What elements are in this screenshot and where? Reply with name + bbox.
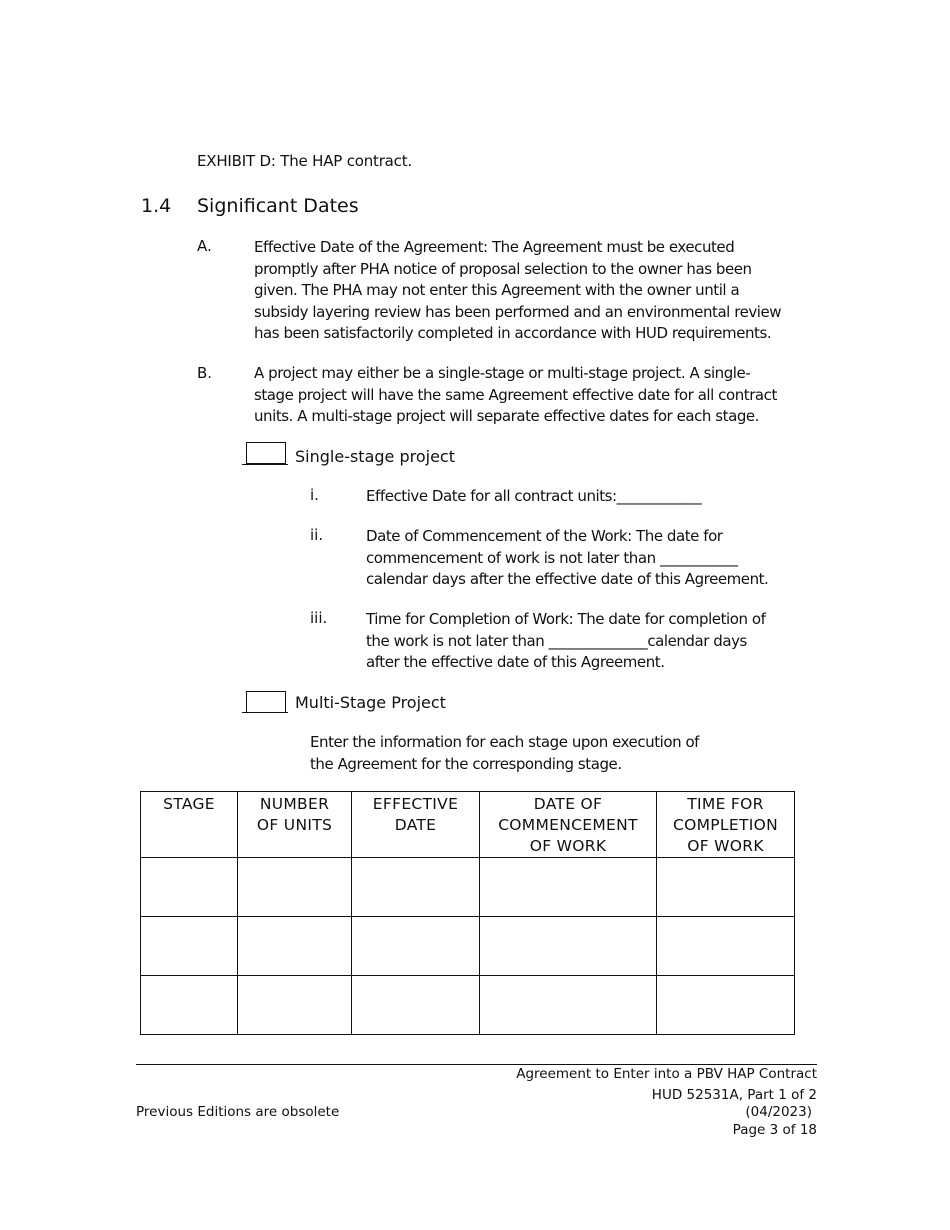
item-i-line: Effective Date for all contract units:____________ bbox=[366, 487, 702, 505]
stage-cell[interactable] bbox=[141, 976, 238, 1035]
item-ii-line: calendar days after the effective date of this Agreement. bbox=[366, 570, 769, 588]
instruction-line: the Agreement for the corresponding stage. bbox=[310, 754, 622, 773]
units-cell[interactable] bbox=[238, 917, 352, 976]
paragraph-a-line: promptly after PHA notice of proposal selection to the owner has been bbox=[254, 259, 752, 278]
header-stage: STAGE bbox=[141, 792, 238, 858]
footer-form-date: (04/2023) bbox=[745, 1104, 812, 1120]
item-ii-line: Date of Commencement of the Work: The date for bbox=[366, 527, 723, 545]
commencement-cell[interactable] bbox=[480, 917, 657, 976]
paragraph-b bbox=[254, 363, 777, 428]
section-title: Significant Dates bbox=[197, 195, 359, 217]
completion-cell[interactable] bbox=[657, 917, 795, 976]
completion-cell[interactable] bbox=[657, 976, 795, 1035]
item-iii-text bbox=[366, 609, 765, 674]
item-i-text bbox=[366, 486, 701, 508]
completion-cell[interactable] bbox=[657, 858, 795, 917]
single-stage-checkbox[interactable] bbox=[246, 442, 286, 464]
effective-date-cell[interactable] bbox=[352, 858, 480, 917]
paragraph-a-line: has been satisfactorily completed in accordance with HUD requirements. bbox=[254, 324, 772, 342]
instruction-line: Enter the information for each stage upon execution of bbox=[310, 733, 699, 751]
footer-divider bbox=[136, 1064, 817, 1065]
footer-title: Agreement to Enter into a PBV HAP Contract bbox=[516, 1066, 817, 1082]
footer-form-number: HUD 52531A, Part 1 of 2 bbox=[651, 1087, 817, 1103]
item-iii-line: Time for Completion of Work: The date for completion of bbox=[366, 610, 766, 628]
stage-cell[interactable] bbox=[141, 917, 238, 976]
item-ii-text bbox=[366, 526, 768, 591]
commencement-cell[interactable] bbox=[480, 976, 657, 1035]
paragraph-a-line: given. The PHA may not enter this Agreement with the owner until a bbox=[254, 281, 740, 299]
paragraph-b-line: A project may either be a single-stage or multi-stage project. A single- bbox=[254, 364, 751, 382]
commencement-cell[interactable] bbox=[480, 858, 657, 917]
paragraph-a-letter: A. bbox=[197, 237, 212, 255]
section-number: 1.4 bbox=[141, 195, 172, 217]
effective-date-cell[interactable] bbox=[352, 976, 480, 1035]
footer-page-number: Page 3 of 18 bbox=[732, 1122, 817, 1138]
multi-stage-instruction bbox=[310, 732, 699, 775]
paragraph-a-line: subsidy layering review has been performed and an environmental review bbox=[254, 302, 782, 321]
units-cell[interactable] bbox=[238, 858, 352, 917]
paragraph-b-letter: B. bbox=[197, 364, 213, 382]
footer-previous-editions: Previous Editions are obsolete bbox=[136, 1104, 340, 1120]
header-effective-date: EFFECTIVE DATE bbox=[352, 792, 480, 858]
header-date-of-commencement: DATE OF COMMENCEMENT OF WORK bbox=[480, 792, 657, 858]
item-i-numeral: i. bbox=[310, 486, 319, 504]
table-row bbox=[141, 976, 795, 1035]
single-stage-underline bbox=[242, 464, 288, 465]
multi-stage-label: Multi-Stage Project bbox=[295, 693, 446, 712]
item-ii-numeral: ii. bbox=[310, 526, 324, 544]
header-number-of-units: NUMBER OF UNITS bbox=[238, 792, 352, 858]
stage-table bbox=[140, 791, 795, 1035]
paragraph-a bbox=[254, 237, 781, 345]
item-iii-line: after the effective date of this Agreement. bbox=[366, 653, 665, 671]
paragraph-b-line: units. A multi-stage project will separate effective dates for each stage. bbox=[254, 407, 759, 425]
stage-cell[interactable] bbox=[141, 858, 238, 917]
header-time-for-completion: TIME FOR COMPLETION OF WORK bbox=[657, 792, 795, 858]
exhibit-d-line: EXHIBIT D: The HAP contract. bbox=[197, 152, 412, 170]
table-row bbox=[141, 858, 795, 917]
item-ii-line: commencement of work is not later than ___________ bbox=[366, 548, 738, 567]
units-cell[interactable] bbox=[238, 976, 352, 1035]
item-iii-numeral: iii. bbox=[310, 609, 328, 627]
multi-stage-underline bbox=[242, 712, 288, 713]
item-iii-line: the work is not later than ______________calendar days bbox=[366, 631, 747, 650]
table-row bbox=[141, 917, 795, 976]
single-stage-label: Single-stage project bbox=[295, 447, 455, 466]
multi-stage-checkbox[interactable] bbox=[246, 691, 286, 713]
paragraph-a-line: Effective Date of the Agreement: The Agreement must be executed bbox=[254, 238, 735, 256]
effective-date-cell[interactable] bbox=[352, 917, 480, 976]
paragraph-b-line: stage project will have the same Agreement effective date for all contract bbox=[254, 385, 777, 404]
table-header-row bbox=[141, 792, 795, 858]
